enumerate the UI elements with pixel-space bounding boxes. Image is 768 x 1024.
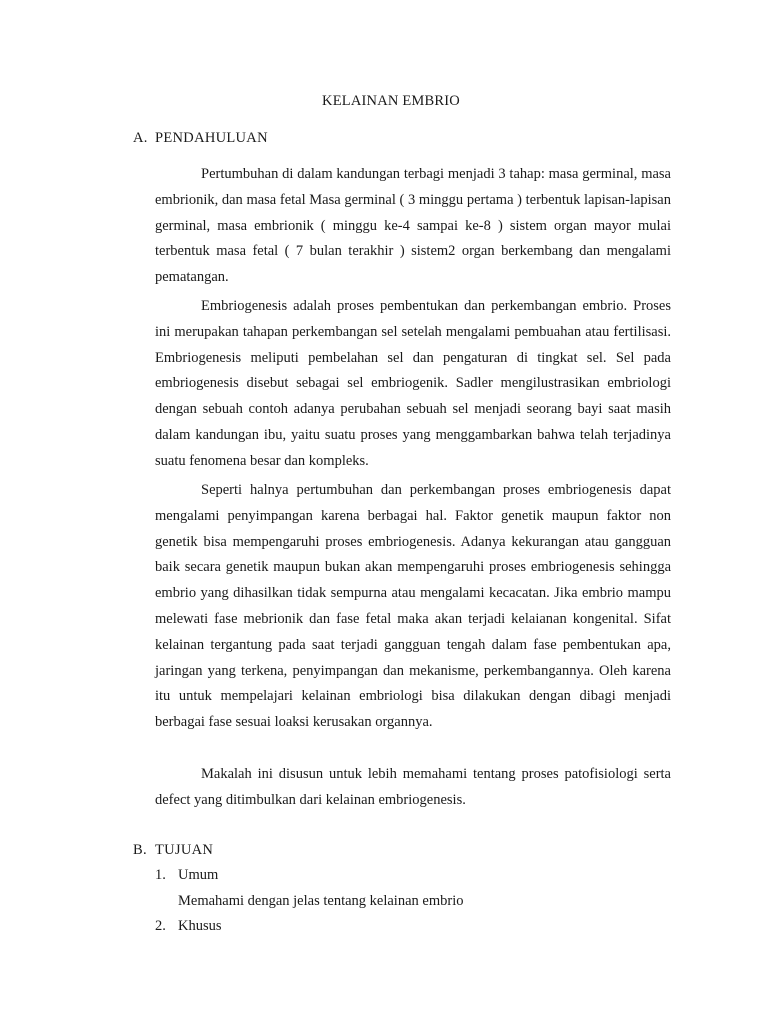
section-b-heading — [133, 842, 213, 859]
section-b-title: TUJUAN — [155, 842, 214, 858]
section-a-letter: A. — [133, 130, 148, 146]
list-item-number: 1. — [155, 867, 166, 883]
paragraph-3: Seperti halnya pertumbuhan dan perkembangan proses embriogenesis dapat mengalami penyimpangan karena berbagai hal. Faktor genetik maupun faktor non genetik bisa mempengaruhi proses embriogenesis. Adanya kekurangan atau gangguan baik secara genetik maupun bukan akan mempengaruhi proses embriogenesis sehingga embrio yang dihasilkan tidak sempurna atau mengalami kecacatan. Jika embrio mampu melewati fase mebrionik dan fase fetal maka akan terjadi kelaianan kongenital. Sifat kelainan tergantung pada saat terjadi gangguan tengah dalam fase pembentukan apa, jaringan yang terkena, penyimpangan dan mekanisme, perkembangannya. Oleh karena itu untuk mempelajari kelainan embriologi bisa dilakukan dengan dibagi menjadi berbagai fase sesuai loaksi kerusakan organnya. — [155, 482, 671, 731]
section-a-title: PENDAHULUAN — [155, 130, 268, 146]
paragraph-2: Embriogenesis adalah proses pembentukan dan perkembangan embrio. Proses ini merupakan tahapan perkembangan sel setelah mengalami pembuahan atau fertilisasi. Embriogenesis meliputi pembelahan sel dan pengaturan di tingkat sel. Sel pada embriogenesis disebut sebagai sel embriogenik. Sadler mengilustrasikan embriologi dengan sebuah contoh adanya perubahan sebuah sel menjadi seorang bayi saat masih dalam kandungan ibu, yaitu suatu proses yang menggambarkan bahwa telah terjadinya suatu fenomena besar dan kompleks. — [155, 298, 671, 469]
list-item-label: Khusus — [178, 918, 222, 934]
paragraph-4: Makalah ini disusun untuk lebih memahami tentang proses patofisiologi serta defect yang ditimbulkan dari kelainan embriogenesis. — [155, 766, 671, 808]
list-item-umum — [155, 867, 218, 884]
section-a-heading — [133, 130, 268, 147]
list-item-number: 2. — [155, 918, 166, 934]
list-item-label: Umum — [178, 867, 219, 883]
document-title: KELAINAN EMBRIO — [322, 93, 460, 109]
list-item-khusus — [155, 918, 222, 935]
paragraph-1: Pertumbuhan di dalam kandungan terbagi menjadi 3 tahap: masa germinal, masa embrionik, dan masa fetal Masa germinal ( 3 minggu pertama ) terbentuk lapisan-lapisan germinal, masa embrionik ( minggu ke-4 sampai ke-8 ) sistem organ mayor mulai terbentuk masa fetal ( 7 bulan terakhir ) sistem2 organ berkembang dan mengalami pematangan. — [155, 166, 671, 286]
list-item-umum-body: Memahami dengan jelas tentang kelainan embrio — [178, 893, 464, 909]
section-b-letter: B. — [133, 842, 147, 858]
